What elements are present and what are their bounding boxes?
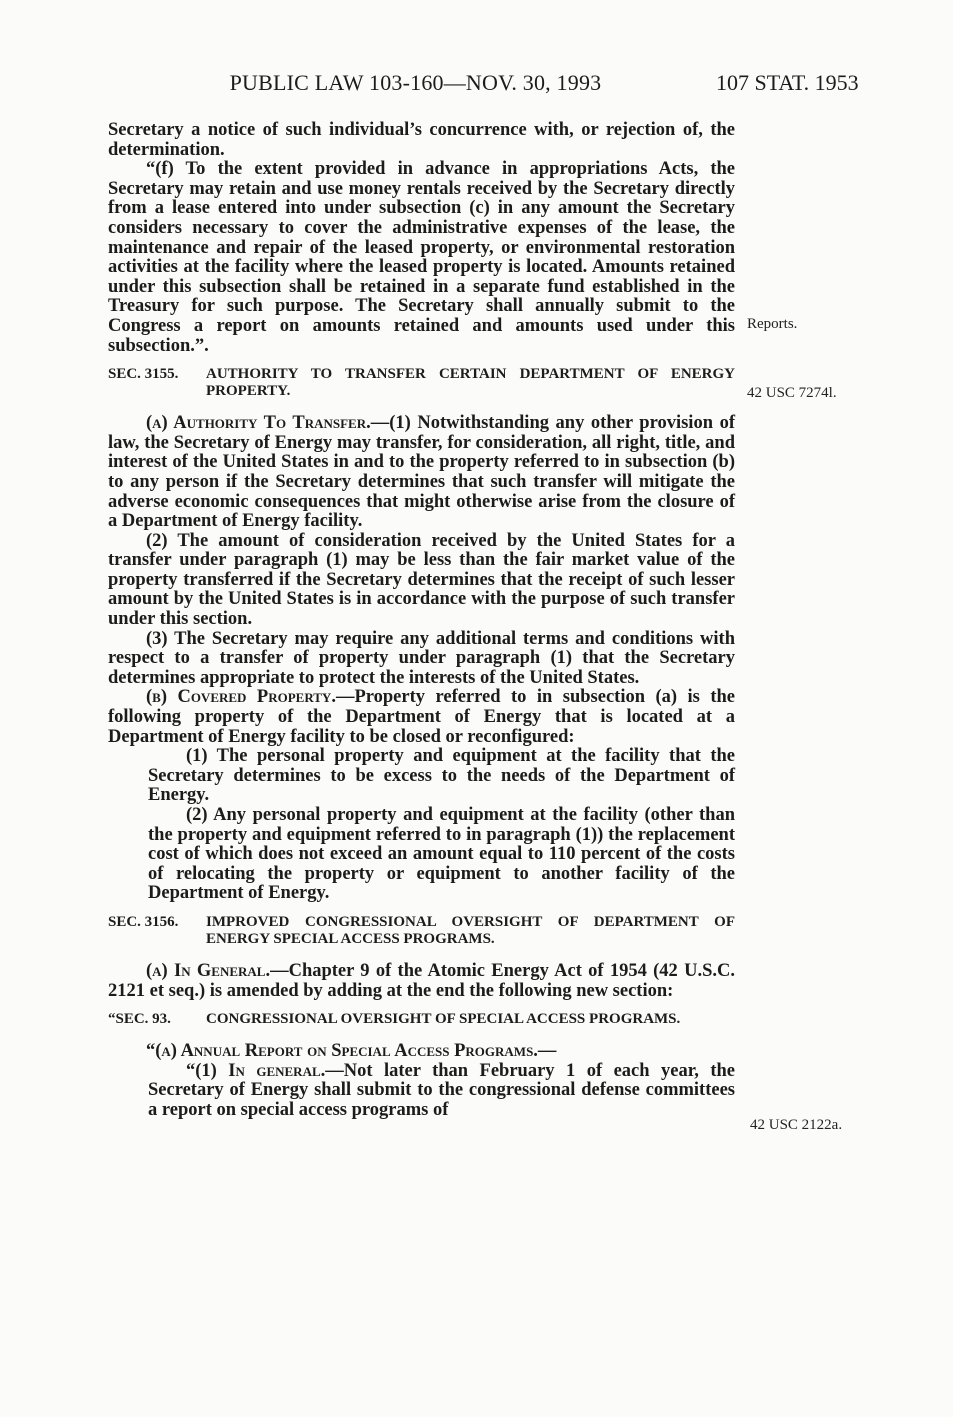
section-number: “SEC. 93. [108,1011,171,1028]
paragraph-in-general [108,962,735,1001]
margin-note-usc-7274l: 42 USC 7274l. [747,385,837,401]
subsection-text: —(1) Notwithstanding any other provision of law, the Secretary of Energy may transfer, for consideration, all right, title, and interest of the United States in and to the property referred to in subsection (b) to any person if the Secretary determines that such transfer will mitigate the adverse economic consequences that might otherwise arise from the closure of a Department of Energy facility. [108,413,735,532]
subsection-heading: (b) Covered Property. [146,687,336,708]
paragraph-consideration: (2) The amount of consideration received by the United States for a transfer under paragraph (1) may be less than the fair market value of the property transferred if the Secretary determines that the receipt of such lesser amount by the United States is in accordance with the purpose of such transfer under this section. [108,530,735,630]
section-heading-3155 [108,366,735,400]
section-title: IMPROVED CONGRESSIONAL OVERSIGHT OF DEPARTMENT OF ENERGY SPECIAL ACCESS PROGRAMS. [206,913,735,947]
section-title: AUTHORITY TO TRANSFER CERTAIN DEPARTMENT OF ENERGY PROPERTY. [206,366,735,400]
paragraph-in-general-1 [108,1062,735,1121]
subsection-heading: (a) In General. [146,960,271,981]
subsection-text: —Chapter 9 of the Atomic Energy Act of 1954 (42 U.S.C. 2121 et seq.) is amended by adding at the end the following new section: [108,960,735,1001]
subsection-heading: (a) Authority To Transfer. [146,413,371,434]
paragraph-continuation: Secretary a notice of such individual’s concurrence with, or rejection of, the determination. [108,120,735,160]
statute-page-number: 107 STAT. 1953 [716,70,859,95]
paragraph-covered-property [108,688,735,747]
paragraph-subsection-f: “(f) To the extent provided in advance in appropriations Acts, the Secretary may retain and use money rentals received by the Secretary directly from a lease entered into under subsection (c) in any amount the Secretary considers necessary to cover the administrative expenses of the lease, the maintenance and repair of the leased property, or environmental restoration activities at the facility where the leased property is located. Amounts retained under this subsection shall be retained in a separate fund established in the Treasury for such purpose. The Secretary shall annually submit to the Congress a report on amounts retained and amounts used under this subsection.”. [108,159,735,356]
margin-note-reports: Reports. [747,316,798,332]
subsection-text: —Property referred to in subsection (a) is the following property of the Department of Energy that is located at a Department of Energy facility to be closed or reconfigured: [108,687,736,747]
paragraph-additional-terms: (3) The Secretary may require any additional terms and conditions with respect to a transfer of property under paragraph (1) that the Secretary determines appropriate to protect the interests of the United States. [108,628,735,688]
section-heading-3156 [108,914,735,948]
running-header-title: PUBLIC LAW 103-160—NOV. 30, 1993 [229,70,602,95]
section-number: SEC. 3156. [108,913,179,930]
paragraph-covered-property-1: (1) The personal property and equipment at the facility that the Secretary determines to be excess to the needs of the Department of Energy. [148,746,735,806]
paragraph-covered-property-2: (2) Any personal property and equipment at the facility (other than the property and equipment referred to in paragraph (1)) the replacement cost of which does not exceed an amount equal to 110 percent of the costs of relocating the property or equipment to another facility of the Department of Energy. [148,805,735,904]
margin-note-usc-2122a: 42 USC 2122a. [750,1117,843,1133]
body-text [108,121,735,1121]
subsection-text: —Not later than February 1 of each year, the Secretary of Energy shall submit to the congressional defense committees a report on special access programs of [148,1060,735,1120]
section-title: CONGRESSIONAL OVERSIGHT OF SPECIAL ACCESS PROGRAMS. [206,1011,681,1028]
paragraph-annual-report-heading: “(a) Annual Report on Special Access Programs.— [146,1041,557,1062]
section-number: SEC. 3155. [108,366,179,383]
paragraph-authority-to-transfer [108,414,735,532]
subsection-heading: “(1) In general. [186,1060,326,1081]
section-heading-93 [108,1011,735,1028]
